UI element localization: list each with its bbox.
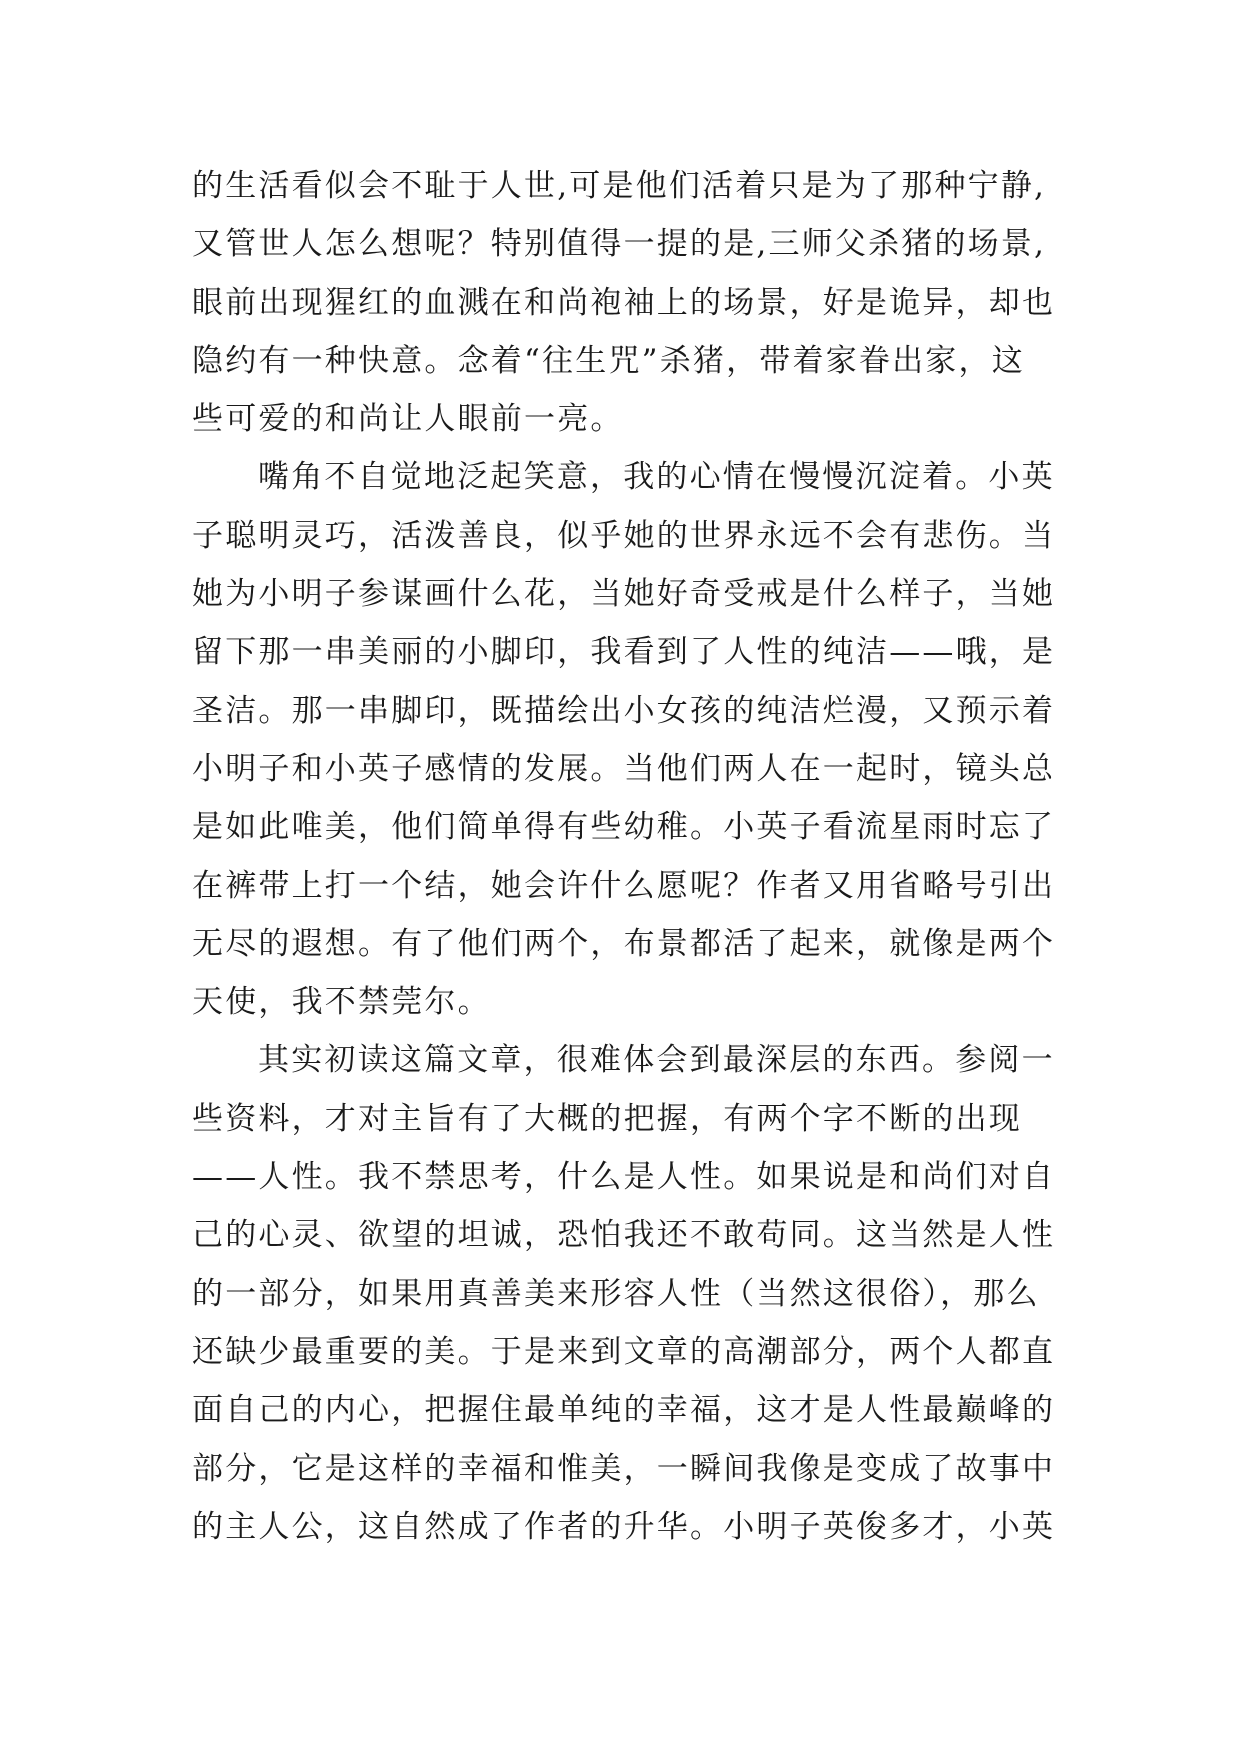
text-line: 己的心灵、欲望的坦诚，恐怕我还不敢苟同。这当然是人性	[192, 1217, 1056, 1254]
text-line: 无尽的遐想。有了他们两个，布景都活了起来，就像是两个	[192, 925, 1056, 962]
text-line-first: 嘴角不自觉地泛起笑意，我的心情在慢慢沉淀着。小英	[258, 459, 1055, 496]
paragraph-1	[192, 157, 1072, 448]
text-line: 她为小明子参谋画什么花，当她好奇受戒是什么样子，当她	[192, 576, 1056, 613]
text-line: 眼前出现猩红的血溅在和尚袍袖上的场景，好是诡异，却也	[192, 284, 1056, 321]
paragraph-3	[192, 1031, 1072, 1556]
text-line: 些资料，才对主旨有了大概的把握，有两个字不断的出现	[192, 1100, 1022, 1137]
text-line: 是如此唯美，他们简单得有些幼稚。小英子看流星雨时忘了	[192, 809, 1056, 846]
body-text	[192, 157, 1072, 1556]
text-line: 部分，它是这样的幸福和惟美，一瞬间我像是变成了故事中	[192, 1450, 1056, 1487]
text-line: ——人性。我不禁思考，什么是人性。如果说是和尚们对自	[192, 1159, 1056, 1196]
text-line: 面自己的内心，把握住最单纯的幸福，这才是人性最巅峰的	[192, 1392, 1056, 1429]
text-line: 子聪明灵巧，活泼善良，似乎她的世界永远不会有悲伤。当	[192, 517, 1056, 554]
text-line: 在裤带上打一个结，她会许什么愿呢？作者又用省略号引出	[192, 867, 1056, 904]
text-line: 些可爱的和尚让人眼前一亮。	[192, 401, 624, 438]
text-line: 的一部分，如果用真善美来形容人性（当然这很俗），那么	[192, 1275, 1040, 1312]
text-line: 天使，我不禁莞尔。	[192, 984, 491, 1021]
text-line: 留下那一串美丽的小脚印，我看到了人性的纯洁——哦，是	[192, 634, 1056, 671]
text-line: 的生活看似会不耻于人世,可是他们活着只是为了那种宁静,	[192, 168, 1047, 204]
text-line: 隐约有一种快意。念着“往生咒”杀猪，带着家眷出家，这	[192, 342, 1025, 379]
text-line: 圣洁。那一串脚印，既描绘出小女孩的纯洁烂漫，又预示着	[192, 692, 1056, 729]
text-line: 还缺少最重要的美。于是来到文章的高潮部分，两个人都直	[192, 1333, 1056, 1370]
text-line: 又管世人怎么想呢？特别值得一提的是,三师父杀猪的场景,	[192, 226, 1047, 263]
text-line: 的主人公，这自然成了作者的升华。小明子英俊多才，小英	[192, 1508, 1056, 1545]
text-line: 小明子和小英子感情的发展。当他们两人在一起时，镜头总	[192, 750, 1056, 787]
text-line-first: 其实初读这篇文章，很难体会到最深层的东西。参阅一	[258, 1042, 1055, 1079]
paragraph-2	[192, 448, 1072, 1031]
